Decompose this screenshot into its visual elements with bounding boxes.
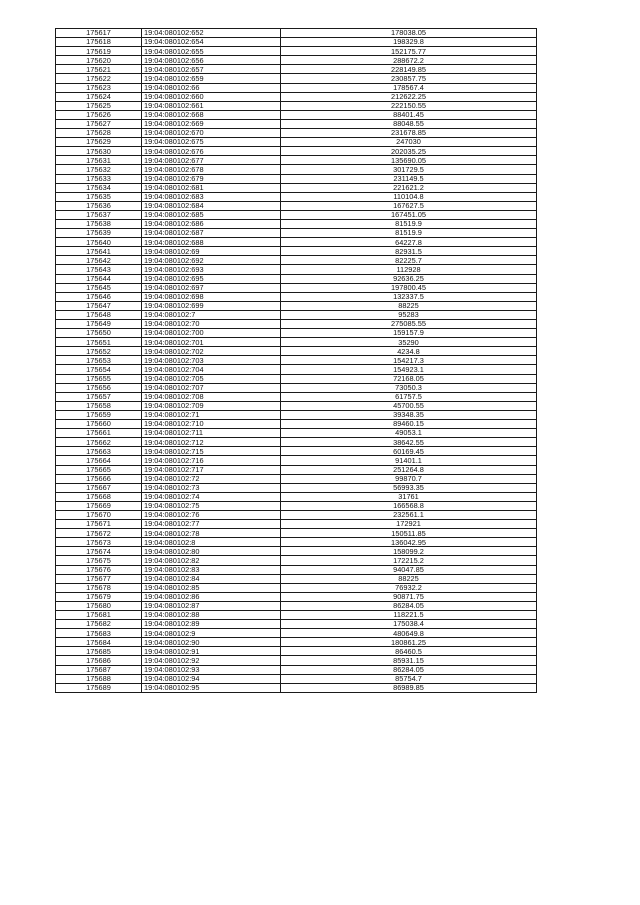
table-row	[56, 83, 537, 92]
value-cell: 154923.1	[281, 365, 537, 374]
cadastral-number-cell: 19:04:080102:70	[142, 320, 281, 329]
row-number-cell: 175674	[56, 547, 142, 556]
row-number-cell: 175618	[56, 38, 142, 47]
table-row	[56, 611, 537, 620]
cadastral-number-cell: 19:04:080102:8	[142, 538, 281, 547]
row-number-cell: 175640	[56, 238, 142, 247]
row-number-cell: 175683	[56, 629, 142, 638]
cadastral-value-table	[55, 28, 537, 693]
value-cell: 178038.05	[281, 29, 537, 38]
cadastral-number-cell: 19:04:080102:716	[142, 456, 281, 465]
value-cell: 132337.5	[281, 292, 537, 301]
value-cell: 76932.2	[281, 583, 537, 592]
cadastral-number-cell: 19:04:080102:7	[142, 310, 281, 319]
table-row	[56, 301, 537, 310]
cadastral-number-cell: 19:04:080102:668	[142, 110, 281, 119]
cadastral-number-cell: 19:04:080102:654	[142, 38, 281, 47]
cadastral-number-cell: 19:04:080102:676	[142, 147, 281, 156]
value-cell: 221621.2	[281, 183, 537, 192]
row-number-cell: 175623	[56, 83, 142, 92]
cadastral-number-cell: 19:04:080102:80	[142, 547, 281, 556]
cadastral-number-cell: 19:04:080102:657	[142, 65, 281, 74]
value-cell: 92636.25	[281, 274, 537, 283]
row-number-cell: 175637	[56, 210, 142, 219]
row-number-cell: 175671	[56, 520, 142, 529]
value-cell: 73050.3	[281, 383, 537, 392]
table-body	[56, 29, 537, 693]
table-row	[56, 492, 537, 501]
row-number-cell: 175636	[56, 201, 142, 210]
cadastral-number-cell: 19:04:080102:702	[142, 347, 281, 356]
value-cell: 39348.35	[281, 410, 537, 419]
value-cell: 82931.5	[281, 247, 537, 256]
cadastral-number-cell: 19:04:080102:76	[142, 510, 281, 519]
value-cell: 45700.55	[281, 401, 537, 410]
value-cell: 247030	[281, 138, 537, 147]
table-row	[56, 29, 537, 38]
row-number-cell: 175652	[56, 347, 142, 356]
table-row	[56, 392, 537, 401]
table-row	[56, 338, 537, 347]
row-number-cell: 175677	[56, 574, 142, 583]
table-row	[56, 483, 537, 492]
row-number-cell: 175625	[56, 101, 142, 110]
cadastral-number-cell: 19:04:080102:705	[142, 374, 281, 383]
row-number-cell: 175644	[56, 274, 142, 283]
value-cell: 56993.35	[281, 483, 537, 492]
table-row	[56, 119, 537, 128]
value-cell: 86989.85	[281, 683, 537, 692]
cadastral-number-cell: 19:04:080102:93	[142, 665, 281, 674]
value-cell: 136042.95	[281, 538, 537, 547]
row-number-cell: 175643	[56, 265, 142, 274]
value-cell: 94047.85	[281, 565, 537, 574]
table-row	[56, 174, 537, 183]
value-cell: 167451.05	[281, 210, 537, 219]
cadastral-number-cell: 19:04:080102:700	[142, 329, 281, 338]
table-row	[56, 538, 537, 547]
row-number-cell: 175658	[56, 401, 142, 410]
row-number-cell: 175651	[56, 338, 142, 347]
table-row	[56, 201, 537, 210]
table-row	[56, 647, 537, 656]
value-cell: 150511.85	[281, 529, 537, 538]
cadastral-number-cell: 19:04:080102:675	[142, 138, 281, 147]
cadastral-number-cell: 19:04:080102:71	[142, 410, 281, 419]
value-cell: 251264.8	[281, 465, 537, 474]
row-number-cell: 175662	[56, 438, 142, 447]
value-cell: 85754.7	[281, 674, 537, 683]
cadastral-number-cell: 19:04:080102:83	[142, 565, 281, 574]
cadastral-number-cell: 19:04:080102:684	[142, 201, 281, 210]
value-cell: 88401.45	[281, 110, 537, 119]
value-cell: 172215.2	[281, 556, 537, 565]
cadastral-number-cell: 19:04:080102:709	[142, 401, 281, 410]
table-row	[56, 629, 537, 638]
value-cell: 172921	[281, 520, 537, 529]
row-number-cell: 175657	[56, 392, 142, 401]
cadastral-number-cell: 19:04:080102:693	[142, 265, 281, 274]
table-row	[56, 365, 537, 374]
cadastral-number-cell: 19:04:080102:66	[142, 83, 281, 92]
table-row	[56, 565, 537, 574]
cadastral-number-cell: 19:04:080102:712	[142, 438, 281, 447]
table-row	[56, 574, 537, 583]
cadastral-number-cell: 19:04:080102:686	[142, 219, 281, 228]
table-row	[56, 183, 537, 192]
table-row	[56, 274, 537, 283]
row-number-cell: 175650	[56, 329, 142, 338]
value-cell: 61757.5	[281, 392, 537, 401]
table-row	[56, 465, 537, 474]
row-number-cell: 175675	[56, 556, 142, 565]
value-cell: 288672.2	[281, 56, 537, 65]
cadastral-number-cell: 19:04:080102:659	[142, 74, 281, 83]
cadastral-number-cell: 19:04:080102:90	[142, 638, 281, 647]
row-number-cell: 175624	[56, 92, 142, 101]
cadastral-number-cell: 19:04:080102:685	[142, 210, 281, 219]
cadastral-number-cell: 19:04:080102:708	[142, 392, 281, 401]
cadastral-number-cell: 19:04:080102:715	[142, 447, 281, 456]
row-number-cell: 175634	[56, 183, 142, 192]
value-cell: 99870.7	[281, 474, 537, 483]
row-number-cell: 175627	[56, 119, 142, 128]
cadastral-number-cell: 19:04:080102:695	[142, 274, 281, 283]
cadastral-number-cell: 19:04:080102:704	[142, 365, 281, 374]
value-cell: 231149.5	[281, 174, 537, 183]
cadastral-number-cell: 19:04:080102:86	[142, 592, 281, 601]
row-number-cell: 175681	[56, 611, 142, 620]
cadastral-number-cell: 19:04:080102:701	[142, 338, 281, 347]
row-number-cell: 175641	[56, 247, 142, 256]
cadastral-number-cell: 19:04:080102:82	[142, 556, 281, 565]
row-number-cell: 175648	[56, 310, 142, 319]
table-row	[56, 329, 537, 338]
row-number-cell: 175629	[56, 138, 142, 147]
row-number-cell: 175646	[56, 292, 142, 301]
table-row	[56, 310, 537, 319]
cadastral-number-cell: 19:04:080102:74	[142, 492, 281, 501]
cadastral-number-cell: 19:04:080102:677	[142, 156, 281, 165]
cadastral-number-cell: 19:04:080102:687	[142, 229, 281, 238]
value-cell: 82225.7	[281, 256, 537, 265]
value-cell: 118221.5	[281, 611, 537, 620]
row-number-cell: 175664	[56, 456, 142, 465]
row-number-cell: 175682	[56, 620, 142, 629]
value-cell: 231678.85	[281, 129, 537, 138]
row-number-cell: 175684	[56, 638, 142, 647]
table-row	[56, 247, 537, 256]
cadastral-number-cell: 19:04:080102:697	[142, 283, 281, 292]
row-number-cell: 175649	[56, 320, 142, 329]
table-row	[56, 547, 537, 556]
table-row	[56, 147, 537, 156]
value-cell: 86284.05	[281, 601, 537, 610]
row-number-cell: 175660	[56, 420, 142, 429]
table-row	[56, 401, 537, 410]
value-cell: 89460.15	[281, 420, 537, 429]
table-row	[56, 456, 537, 465]
row-number-cell: 175685	[56, 647, 142, 656]
value-cell: 275085.55	[281, 320, 537, 329]
row-number-cell: 175635	[56, 192, 142, 201]
table-row	[56, 320, 537, 329]
table-row	[56, 683, 537, 692]
row-number-cell: 175631	[56, 156, 142, 165]
table-row	[56, 156, 537, 165]
row-number-cell: 175686	[56, 656, 142, 665]
value-cell: 31761	[281, 492, 537, 501]
cadastral-number-cell: 19:04:080102:711	[142, 429, 281, 438]
table-row	[56, 656, 537, 665]
row-number-cell: 175632	[56, 165, 142, 174]
cadastral-number-cell: 19:04:080102:9	[142, 629, 281, 638]
value-cell: 480649.8	[281, 629, 537, 638]
value-cell: 158099.2	[281, 547, 537, 556]
value-cell: 4234.8	[281, 347, 537, 356]
cadastral-number-cell: 19:04:080102:88	[142, 611, 281, 620]
cadastral-number-cell: 19:04:080102:73	[142, 483, 281, 492]
row-number-cell: 175656	[56, 383, 142, 392]
cadastral-number-cell: 19:04:080102:692	[142, 256, 281, 265]
cadastral-number-cell: 19:04:080102:669	[142, 119, 281, 128]
table-row	[56, 283, 537, 292]
row-number-cell: 175654	[56, 365, 142, 374]
value-cell: 180861.25	[281, 638, 537, 647]
table-row	[56, 74, 537, 83]
row-number-cell: 175639	[56, 229, 142, 238]
value-cell: 88048.55	[281, 119, 537, 128]
cadastral-number-cell: 19:04:080102:679	[142, 174, 281, 183]
table-row	[56, 510, 537, 519]
value-cell: 175038.4	[281, 620, 537, 629]
cadastral-number-cell: 19:04:080102:78	[142, 529, 281, 538]
cadastral-number-cell: 19:04:080102:652	[142, 29, 281, 38]
value-cell: 85931.15	[281, 656, 537, 665]
value-cell: 35290	[281, 338, 537, 347]
cadastral-number-cell: 19:04:080102:698	[142, 292, 281, 301]
table-row	[56, 383, 537, 392]
table-row	[56, 192, 537, 201]
cadastral-number-cell: 19:04:080102:94	[142, 674, 281, 683]
cadastral-number-cell: 19:04:080102:661	[142, 101, 281, 110]
table-row	[56, 47, 537, 56]
row-number-cell: 175689	[56, 683, 142, 692]
value-cell: 232561.1	[281, 510, 537, 519]
row-number-cell: 175679	[56, 592, 142, 601]
table-row	[56, 129, 537, 138]
row-number-cell: 175665	[56, 465, 142, 474]
value-cell: 197800.45	[281, 283, 537, 292]
cadastral-number-cell: 19:04:080102:87	[142, 601, 281, 610]
table-row	[56, 356, 537, 365]
row-number-cell: 175653	[56, 356, 142, 365]
value-cell: 90871.75	[281, 592, 537, 601]
table-row	[56, 219, 537, 228]
cadastral-number-cell: 19:04:080102:89	[142, 620, 281, 629]
row-number-cell: 175673	[56, 538, 142, 547]
value-cell: 230857.75	[281, 74, 537, 83]
row-number-cell: 175633	[56, 174, 142, 183]
table-row	[56, 110, 537, 119]
row-number-cell: 175642	[56, 256, 142, 265]
value-cell: 202035.25	[281, 147, 537, 156]
table-row	[56, 438, 537, 447]
table-row	[56, 556, 537, 565]
cadastral-number-cell: 19:04:080102:69	[142, 247, 281, 256]
cadastral-number-cell: 19:04:080102:77	[142, 520, 281, 529]
table-row	[56, 56, 537, 65]
table-row	[56, 38, 537, 47]
row-number-cell: 175628	[56, 129, 142, 138]
value-cell: 88225	[281, 574, 537, 583]
row-number-cell: 175670	[56, 510, 142, 519]
value-cell: 86284.05	[281, 665, 537, 674]
value-cell: 198329.8	[281, 38, 537, 47]
table-row	[56, 292, 537, 301]
table-row	[56, 665, 537, 674]
row-number-cell: 175666	[56, 474, 142, 483]
table-row	[56, 256, 537, 265]
row-number-cell: 175630	[56, 147, 142, 156]
cadastral-number-cell: 19:04:080102:703	[142, 356, 281, 365]
cadastral-number-cell: 19:04:080102:660	[142, 92, 281, 101]
row-number-cell: 175619	[56, 47, 142, 56]
value-cell: 86460.5	[281, 647, 537, 656]
table-row	[56, 529, 537, 538]
value-cell: 110104.8	[281, 192, 537, 201]
value-cell: 212622.25	[281, 92, 537, 101]
row-number-cell: 175620	[56, 56, 142, 65]
value-cell: 152175.77	[281, 47, 537, 56]
value-cell: 166568.8	[281, 501, 537, 510]
cadastral-number-cell: 19:04:080102:656	[142, 56, 281, 65]
cadastral-number-cell: 19:04:080102:72	[142, 474, 281, 483]
cadastral-number-cell: 19:04:080102:717	[142, 465, 281, 474]
row-number-cell: 175626	[56, 110, 142, 119]
value-cell: 64227.8	[281, 238, 537, 247]
table-row	[56, 620, 537, 629]
table-row	[56, 583, 537, 592]
row-number-cell: 175688	[56, 674, 142, 683]
row-number-cell: 175672	[56, 529, 142, 538]
table-row	[56, 501, 537, 510]
value-cell: 49053.1	[281, 429, 537, 438]
cadastral-number-cell: 19:04:080102:85	[142, 583, 281, 592]
row-number-cell: 175638	[56, 219, 142, 228]
table-row	[56, 674, 537, 683]
row-number-cell: 175622	[56, 74, 142, 83]
value-cell: 167627.5	[281, 201, 537, 210]
cadastral-number-cell: 19:04:080102:688	[142, 238, 281, 247]
cadastral-number-cell: 19:04:080102:699	[142, 301, 281, 310]
value-cell: 91401.1	[281, 456, 537, 465]
row-number-cell: 175655	[56, 374, 142, 383]
value-cell: 38642.55	[281, 438, 537, 447]
cadastral-number-cell: 19:04:080102:681	[142, 183, 281, 192]
cadastral-number-cell: 19:04:080102:683	[142, 192, 281, 201]
table-row	[56, 165, 537, 174]
value-cell: 88225	[281, 301, 537, 310]
row-number-cell: 175668	[56, 492, 142, 501]
row-number-cell: 175659	[56, 410, 142, 419]
table-row	[56, 229, 537, 238]
row-number-cell: 175667	[56, 483, 142, 492]
table-row	[56, 347, 537, 356]
table-row	[56, 420, 537, 429]
row-number-cell: 175645	[56, 283, 142, 292]
table-row	[56, 138, 537, 147]
table-row	[56, 638, 537, 647]
cadastral-number-cell: 19:04:080102:707	[142, 383, 281, 392]
row-number-cell: 175617	[56, 29, 142, 38]
table-row	[56, 265, 537, 274]
table-row	[56, 474, 537, 483]
cadastral-number-cell: 19:04:080102:95	[142, 683, 281, 692]
table-row	[56, 210, 537, 219]
table-row	[56, 429, 537, 438]
cadastral-number-cell: 19:04:080102:92	[142, 656, 281, 665]
value-cell: 154217.3	[281, 356, 537, 365]
table-row	[56, 101, 537, 110]
value-cell: 178567.4	[281, 83, 537, 92]
value-cell: 60169.45	[281, 447, 537, 456]
value-cell: 222150.55	[281, 101, 537, 110]
cadastral-number-cell: 19:04:080102:655	[142, 47, 281, 56]
table-row	[56, 374, 537, 383]
row-number-cell: 175661	[56, 429, 142, 438]
row-number-cell: 175647	[56, 301, 142, 310]
row-number-cell: 175663	[56, 447, 142, 456]
value-cell: 228149.85	[281, 65, 537, 74]
table-row	[56, 238, 537, 247]
value-cell: 159157.9	[281, 329, 537, 338]
cadastral-number-cell: 19:04:080102:84	[142, 574, 281, 583]
table-row	[56, 65, 537, 74]
table-row	[56, 601, 537, 610]
row-number-cell: 175621	[56, 65, 142, 74]
table-row	[56, 520, 537, 529]
value-cell: 81519.9	[281, 229, 537, 238]
cadastral-number-cell: 19:04:080102:710	[142, 420, 281, 429]
value-cell: 301729.5	[281, 165, 537, 174]
cadastral-number-cell: 19:04:080102:678	[142, 165, 281, 174]
row-number-cell: 175678	[56, 583, 142, 592]
cadastral-number-cell: 19:04:080102:75	[142, 501, 281, 510]
table-row	[56, 592, 537, 601]
row-number-cell: 175676	[56, 565, 142, 574]
row-number-cell: 175680	[56, 601, 142, 610]
table-row	[56, 447, 537, 456]
row-number-cell: 175687	[56, 665, 142, 674]
value-cell: 81519.9	[281, 219, 537, 228]
cadastral-number-cell: 19:04:080102:670	[142, 129, 281, 138]
value-cell: 112928	[281, 265, 537, 274]
value-cell: 72168.05	[281, 374, 537, 383]
table-row	[56, 92, 537, 101]
table-row	[56, 410, 537, 419]
value-cell: 95283	[281, 310, 537, 319]
value-cell: 135690.05	[281, 156, 537, 165]
row-number-cell: 175669	[56, 501, 142, 510]
cadastral-number-cell: 19:04:080102:91	[142, 647, 281, 656]
